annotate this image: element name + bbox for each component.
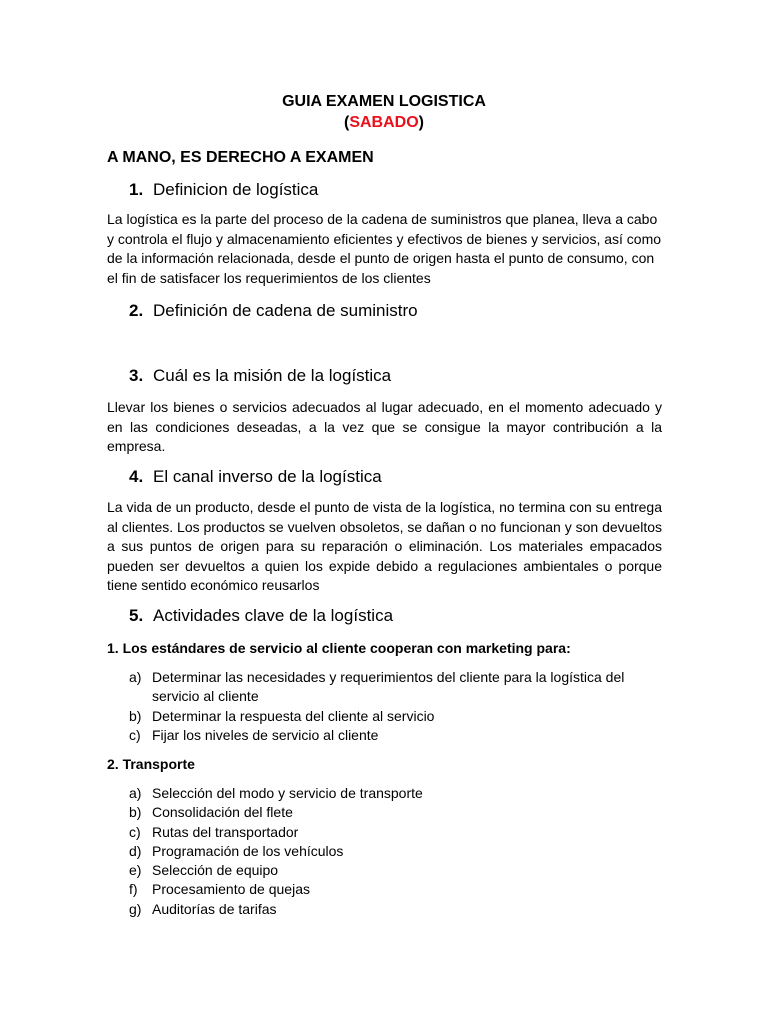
section-heading-5 [129,605,393,627]
list-text: Selección de equipo [152,862,279,879]
section-heading-2 [129,300,418,322]
list-marker: f) [129,881,138,898]
list-text: Rutas del transportador [152,823,299,840]
document-title-day [0,113,768,133]
document-title: GUIA EXAMEN LOGISTICA [282,93,486,110]
list-item [129,668,669,707]
section-body-3: Llevar los bienes o servicios adecuados al lugar adecuado, en el momento adecuado y en las condiciones deseadas, a la vez que se consigue la mayor contribución a la empresa. [107,399,662,455]
list-marker: c) [129,726,141,743]
list-item [129,880,669,899]
section-number: 5. [129,606,144,625]
list-marker: b) [129,707,142,724]
section-title: Actividades clave de la logística [153,606,394,625]
section-number: 4. [129,467,144,486]
section-title: Definicion de logística [153,180,319,199]
section-title: Cuál es la misión de la logística [153,366,392,385]
section-body-1: La logística es la parte del proceso de la cadena de suministros que planea, lleva a cabo y controla el flujo y almacenamiento eficientes y efectivos de bienes y servicios, así como de la información relacionada, desde el punto de origen hasta el punto de consumo, con el fin de satisfacer los requerimientos de los clientes [107,211,662,286]
exam-note: A MANO, ES DERECHO A EXAMEN [107,149,374,166]
list-text: Programación de los vehículos [152,842,344,859]
list-text: Auditorías de tarifas [152,900,277,917]
list-item [129,803,669,822]
day-label: SABADO [349,114,419,131]
list-text: Fijar los niveles de servicio al cliente [152,726,379,743]
list-text: Procesamiento de quejas [152,881,310,898]
list-item [129,726,669,745]
paren-close: ) [418,114,424,131]
section-heading-4 [129,466,382,488]
list-item [129,823,669,842]
list-marker: d) [129,842,142,859]
section-body-4: La vida de un producto, desde el punto de vista de la logística, no termina con su entrega al clientes. Los productos se vuelven obsoletos, se dañan o no funcionan y son devueltos a sus puntos de origen para su reparación o eliminación. Los materiales empacados pueden ser devueltos a quien los expide debido a regulaciones ambientales o porque tiene sentido económico reusarlos [107,499,662,594]
activity-title-2: 2. Transporte [107,756,195,772]
list-text: Determinar las necesidades y requerimientos del cliente para la logística del servicio al cliente [152,669,625,705]
list-text: Selección del modo y servicio de transporte [152,785,423,801]
list-marker: b) [129,804,142,821]
list-marker: a) [129,785,142,801]
list-marker: e) [129,862,142,879]
list-item [129,707,669,726]
section-heading-3 [129,365,391,387]
list-item [129,900,669,919]
list-text: Consolidación del flete [152,804,293,821]
section-number: 3. [129,366,144,385]
list-marker: a) [129,669,142,685]
section-heading-1 [129,179,318,201]
section-title: El canal inverso de la logística [153,467,382,486]
list-marker: g) [129,900,142,917]
list-item [129,842,669,861]
activity-list-1 [129,668,669,745]
list-marker: c) [129,823,141,840]
paren-open: ( [344,114,350,131]
activity-list-2 [129,784,669,919]
list-item [129,784,669,803]
list-text: Determinar la respuesta del cliente al servicio [152,707,435,724]
list-item [129,861,669,880]
section-number: 2. [129,301,144,320]
section-number: 1. [129,180,144,199]
section-title: Definición de cadena de suministro [153,301,418,320]
activity-title-1: 1. Los estándares de servicio al cliente cooperan con marketing para: [107,640,571,656]
